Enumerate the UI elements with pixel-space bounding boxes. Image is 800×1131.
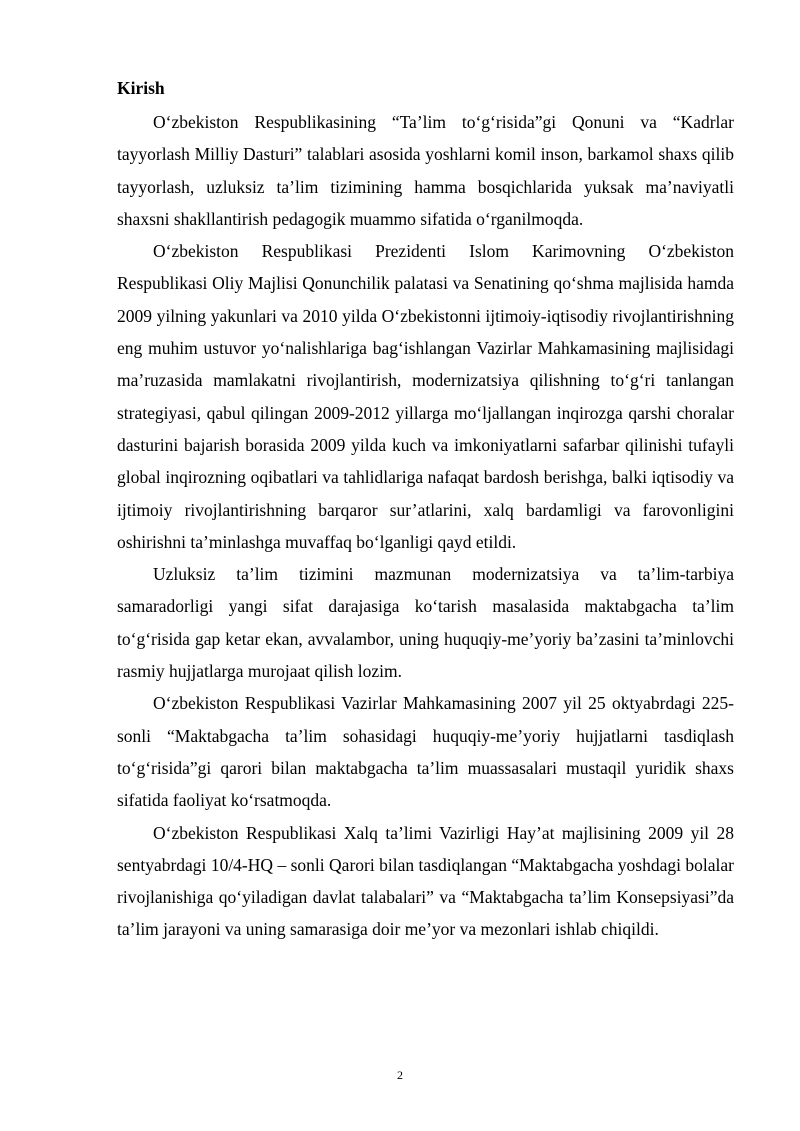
document-body <box>117 76 734 946</box>
page-number: 2 <box>397 1068 403 1082</box>
section-heading: Kirish <box>117 78 165 98</box>
paragraph-4: O‘zbekiston Respublikasi Vazirlar Mahkamasining 2007 yil 25 oktyabrdagi 225-sonli “Maktabgacha ta’lim sohasidagi huquqiy-me’yoriy hujjatlarni tasdiqlash to‘g‘risida”gi qarori bilan maktabgacha ta’lim muassasalari mustaqil yuridik shaxs sifatida faoliyat ko‘rsatmoqda. <box>117 693 734 811</box>
paragraph-2: O‘zbekiston Respublikasi Prezidenti Islom Karimovning O‘zbekiston Respublikasi Oliy Majlisi Qonunchilik palatasi va Senatining qo‘shma majlisida hamda 2009 yilning yakunlari va 2010 yilda O‘zbekistonni ijtimoiy-iqtisodiy rivojlantirishning eng muhim ustuvor yo‘nalishlariga bag‘ishlangan Vazirlar Mahkamasining majlisidagi ma’ruzasida mamlakatni rivojlantirish, modernizatsiya qilishning to‘g‘ri tanlangan strategiyasi, qabul qilingan 2009-2012 yillarga mo‘ljallangan inqirozga qarshi choralar dasturini bajarish borasida 2009 yilda kuch va imkoniyatlarni safarbar qilinishi tufayli global inqirozning oqibatlari va tahlidlariga nafaqat bardosh berishga, balki iqtisodiy va ijtimoiy rivojlantirishning barqaror sur’atlarini, xalq bardamligi va farovonligini oshirishni ta’minlashga muvaffaq bo‘lganligi qayd etildi. <box>117 241 734 552</box>
paragraph-3: Uzluksiz ta’lim tizimini mazmunan modernizatsiya va ta’lim-tarbiya samaradorligi yangi sifat darajasiga ko‘tarish masalasida maktabgacha ta’lim to‘g‘risida gap ketar ekan, avvalambor, uning huquqiy-me’yoriy ba’zasini ta’minlovchi rasmiy hujjatlarga murojaat qilish lozim. <box>117 564 734 682</box>
paragraph-1: O‘zbekiston Respublikasining “Ta’lim to‘g‘risida”gi Qonuni va “Kadrlar tayyorlash Milliy Dasturi” talablari asosida yoshlarni komil inson, barkamol shaxs qilib tayyorlash, uzluksiz ta’lim tizimining hamma bosqichlarida yuksak ma’naviyatli shaxsni shakllantirish pedagogik muammo sifatida o‘rganilmoqda. <box>117 112 734 229</box>
paragraph-5: O‘zbekiston Respublikasi Xalq ta’limi Vazirligi Hay’at majlisining 2009 yil 28 sentyabrdagi 10/4-HQ – sonli Qarori bilan tasdiqlangan “Maktabgacha yoshdagi bolalar rivojlanishiga qo‘yiladigan davlat talabalari” va “Maktabgacha ta’lim Konsepsiyasi”da ta’lim jarayoni va uning samarasiga doir me’yor va mezonlari ishlab chiqildi. <box>117 822 734 940</box>
